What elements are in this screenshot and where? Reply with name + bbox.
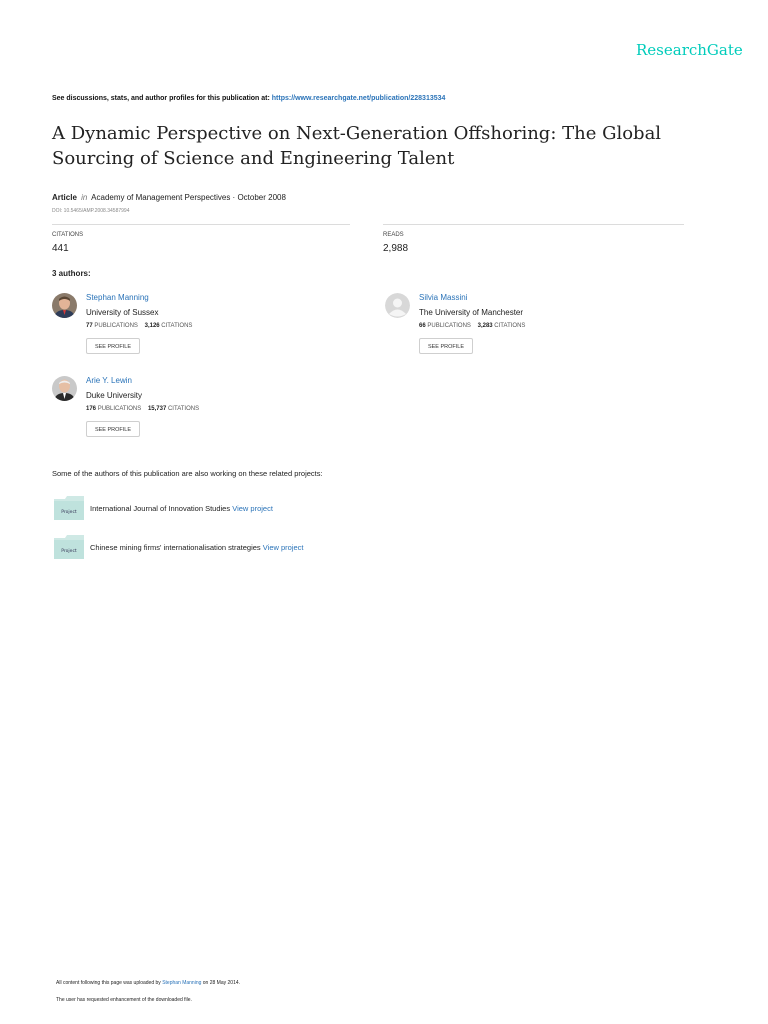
- project-text: [90, 504, 273, 513]
- discussion-line: [52, 95, 445, 102]
- avatar[interactable]: [52, 293, 77, 318]
- publications-label: PUBLICATIONS: [97, 406, 142, 412]
- author-stats: [86, 406, 199, 412]
- publication-link[interactable]: https://www.researchgate.net/publication/228313534: [271, 95, 446, 102]
- discussion-text: See discussions, stats, and author profiles for this publication at:: [52, 95, 270, 102]
- avatar[interactable]: [52, 376, 77, 401]
- publication-venue: Academy of Management Perspectives · October 2008: [91, 193, 286, 202]
- citations-divider: [52, 224, 350, 225]
- enhancement-note: The user has requested enhancement of the downloaded file.: [56, 997, 192, 1003]
- project-text: [90, 543, 304, 552]
- author-institution: Duke University: [86, 391, 143, 400]
- related-projects-heading: Some of the authors of this publication are also working on these related projects:: [52, 469, 323, 478]
- default-avatar-icon[interactable]: [385, 293, 410, 318]
- project-folder-icon: [54, 496, 84, 520]
- publication-count: 66: [419, 323, 426, 329]
- publication-meta: [52, 193, 286, 202]
- publications-label: PUBLICATIONS: [94, 323, 138, 329]
- citations-label: CITATIONS: [167, 406, 200, 412]
- citation-count: 3,283: [477, 323, 493, 329]
- view-project-link[interactable]: View project: [262, 543, 304, 552]
- citations-label: CITATIONS: [52, 232, 84, 238]
- uploader-link[interactable]: Stephan Manning: [162, 980, 202, 986]
- project-folder-icon: [54, 535, 84, 559]
- publication-count: 77: [86, 323, 93, 329]
- project-icon-label: Project: [61, 510, 77, 515]
- citations-value: 441: [52, 243, 69, 254]
- see-profile-button[interactable]: SEE PROFILE: [86, 421, 140, 437]
- publications-label: PUBLICATIONS: [427, 323, 471, 329]
- view-project-link[interactable]: View project: [232, 504, 273, 513]
- project-item: [52, 535, 452, 561]
- author-institution: The University of Manchester: [419, 308, 524, 317]
- citations-label: CITATIONS: [494, 323, 526, 329]
- publication-count: 176: [86, 406, 97, 412]
- project-name: International Journal of Innovation Studies: [90, 504, 231, 513]
- publication-doi: DOI: 10.5465/AMP.2008.34587994: [52, 208, 130, 214]
- researchgate-logo[interactable]: ResearchGate: [636, 41, 743, 59]
- author-card-massini: [385, 293, 685, 363]
- reads-divider: [383, 224, 684, 225]
- publication-type: Article: [52, 193, 77, 202]
- project-icon-label: Project: [61, 549, 77, 554]
- upload-suffix: on 28 May 2014.: [202, 980, 241, 986]
- author-institution: University of Sussex: [86, 308, 159, 317]
- citation-count: 15,737: [147, 406, 167, 412]
- author-name[interactable]: Stephan Manning: [86, 293, 149, 302]
- upload-note: [56, 980, 240, 986]
- see-profile-button[interactable]: SEE PROFILE: [419, 338, 473, 354]
- author-stats: [419, 323, 525, 329]
- citations-label: CITATIONS: [161, 323, 193, 329]
- project-name: Chinese mining firms' internationalisation strategies: [90, 543, 261, 552]
- authors-heading: 3 authors:: [52, 269, 91, 278]
- author-name[interactable]: Silvia Massini: [419, 293, 468, 302]
- project-item: [52, 496, 452, 522]
- publication-title: A Dynamic Perspective on Next-Generation Offshoring: The Global Sourcing of Science and Engineering Talent: [52, 123, 662, 169]
- reads-value: 2,988: [383, 243, 409, 254]
- upload-prefix: All content following this page was uploaded by: [56, 980, 161, 986]
- author-stats: [86, 323, 192, 329]
- citation-count: 3,126: [144, 323, 160, 329]
- reads-label: READS: [383, 232, 404, 238]
- author-name[interactable]: Arie Y. Lewin: [86, 376, 132, 385]
- see-profile-button[interactable]: SEE PROFILE: [86, 338, 140, 354]
- author-card-lewin: [52, 376, 352, 446]
- in-word: in: [81, 193, 88, 202]
- author-card-manning: [52, 293, 352, 363]
